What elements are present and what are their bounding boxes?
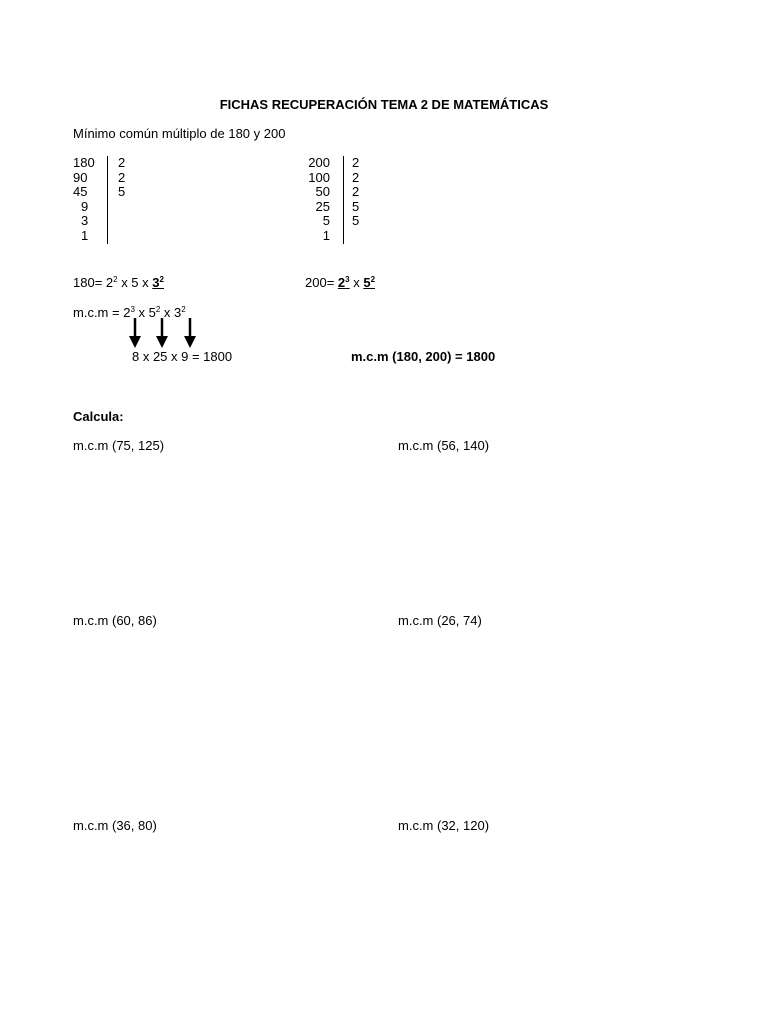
number-cell: 45 [73,184,88,200]
divisor-cell: 2 [118,155,126,170]
exercises-heading: Calcula: [73,409,124,424]
factorization-180: $180= 2^2$ x 5 x $3^2$ [73,275,164,290]
down-arrow-icon [129,318,141,348]
result-line: m.c.m (180, 200) = 1800 [351,349,496,364]
exercise-item: m.c.m (32, 120) [398,818,490,833]
divisor-cell: 2 [118,169,126,185]
division-line [107,156,108,244]
exercise-item: m.c.m (60, 86) [73,613,157,628]
number-cell: 9 [81,198,89,214]
product-line: 8 x 25 x 9 = 1800 [132,349,233,364]
number-cell: 1 [81,227,89,243]
factorization-200: $200= 2^3$ x $5^2$ [305,275,376,290]
number-cell: 25 [315,198,330,214]
mcm-formula: $m.c.m = 2^3$ x $5^2$ x $3^2$ [73,305,186,320]
number-cell: 50 [315,184,330,200]
divisor-cell: 5 [352,213,360,229]
exercise-item: m.c.m (26, 74) [398,613,482,628]
division-line [343,156,344,244]
down-arrow-icon [184,318,196,348]
exercise-item: m.c.m (36, 80) [73,818,157,833]
number-cell: 5 [322,213,330,229]
left-division-numbers [73,156,95,244]
number-cell: 3 [81,213,89,229]
number-cell: 100 [308,169,330,185]
exercise-item: m.c.m (75, 125) [73,438,165,453]
left-division-divisors [118,156,125,200]
exercise-item: m.c.m (56, 140) [398,438,490,453]
page-title: FICHAS RECUPERACIÓN TEMA 2 DE MATEMÁTICAS [219,97,549,112]
divisor-cell: 2 [352,184,360,200]
down-arrow-icon [156,318,168,348]
right-division-divisors [352,156,359,229]
number-cell: 90 [73,169,88,185]
divisor-cell: 2 [352,169,360,185]
number-cell: 180 [73,155,95,170]
divisor-cell: 2 [352,155,360,170]
divisor-cell: 5 [118,184,126,200]
example-heading: Mínimo común múltiplo de 180 y 200 [73,126,286,141]
divisor-cell: 5 [352,198,360,214]
number-cell: 200 [308,155,330,170]
right-division-numbers [300,156,330,244]
number-cell: 1 [322,227,330,243]
